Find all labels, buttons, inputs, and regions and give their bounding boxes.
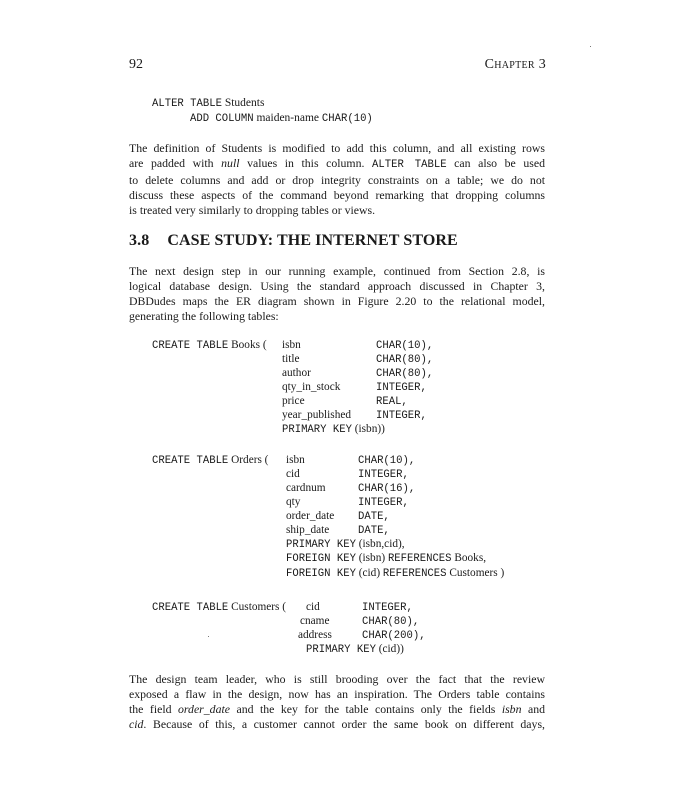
orders-primary-key: PRIMARY KEY (isbn,cid), [286,538,405,551]
orders-foreign-key-customers: FOREIGN KEY (cid) REFERENCES Customers ) [286,567,505,580]
orders-col-type: CHAR(16), [358,483,416,495]
books-col-type: CHAR(80), [376,368,434,380]
customers-col-name: address [298,629,332,641]
paragraph-case-study-intro: The next design step in our running example, continued from Section 2.8, is logical database design. Using the standard approach discussed in Chapter 3, DBDudes maps the ER diagram shown in Figure 2.20 to the relational model, generating the following tables: [129,264,545,323]
books-col-type: INTEGER, [376,410,427,422]
scan-speck [590,46,591,47]
paragraph-design-flaw: The design team leader, who is still brooding over the fact that the review exposed a flaw in the design, now has an inspiration. The Orders table contains the field order_date and the key for the table contains only the fields isbn and cid. Because of this, a customer cannot order the same book on different days, [129,672,546,731]
books-col-type: REAL, [376,396,408,408]
customers-header: CREATE TABLE Customers ( [152,601,289,614]
books-col-name: price [282,395,305,407]
chapter-header: Chapter 3 [484,57,546,72]
books-primary-key: PRIMARY KEY (isbn)) [282,423,385,436]
orders-col-name: ship_date [286,524,330,536]
orders-col-type: CHAR(10), [358,455,416,467]
orders-col-name: qty [286,496,301,508]
scan-speck [208,636,209,637]
orders-col-name: cardnum [286,482,326,494]
orders-col-name: isbn [286,454,305,466]
books-col-name: isbn [282,339,301,351]
orders-col-type: INTEGER, [358,469,409,481]
customers-primary-key: PRIMARY KEY (cid)) [306,643,404,656]
books-col-name: title [282,353,300,365]
books-col-name: qty_in_stock [282,381,341,393]
customers-col-type: CHAR(200), [362,630,426,642]
orders-header: CREATE TABLE Orders ( [152,454,272,467]
page-number: 92 [129,57,143,72]
books-col-name: year_published [282,409,352,421]
books-col-type: CHAR(10), [376,340,434,352]
orders-col-name: cid [286,468,300,480]
books-col-type: CHAR(80), [376,354,434,366]
orders-col-name: order_date [286,510,335,522]
customers-col-type: CHAR(80), [362,616,420,628]
books-header: CREATE TABLE Books ( [152,339,270,352]
books-col-type: INTEGER, [376,382,427,394]
books-col-name: author [282,367,311,379]
section-heading: 3.8 CASE STUDY: THE INTERNET STORE [129,232,458,249]
customers-col-type: INTEGER, [362,602,413,614]
orders-col-type: DATE, [358,511,390,523]
orders-col-type: INTEGER, [358,497,409,509]
alter-line-2: ADD COLUMN maiden-name CHAR(10) [190,112,373,125]
orders-col-type: DATE, [358,525,390,537]
customers-col-name: cname [300,615,330,627]
customers-col-name: cid [306,601,320,613]
paragraph-alter-explanation: The definition of Students is modified to add this column, and all existing rows are padded with null values in this column. ALTER TABLE can also be used to delete columns and add or drop integrity constraints on a table; we do not discuss these aspects of the command beyond remarking that dropping columns is treated very similarly to dropping tables or views. [129,141,545,217]
orders-foreign-key-books: FOREIGN KEY (isbn) REFERENCES Books, [286,552,487,565]
alter-line-1: ALTER TABLE Students [152,97,265,110]
